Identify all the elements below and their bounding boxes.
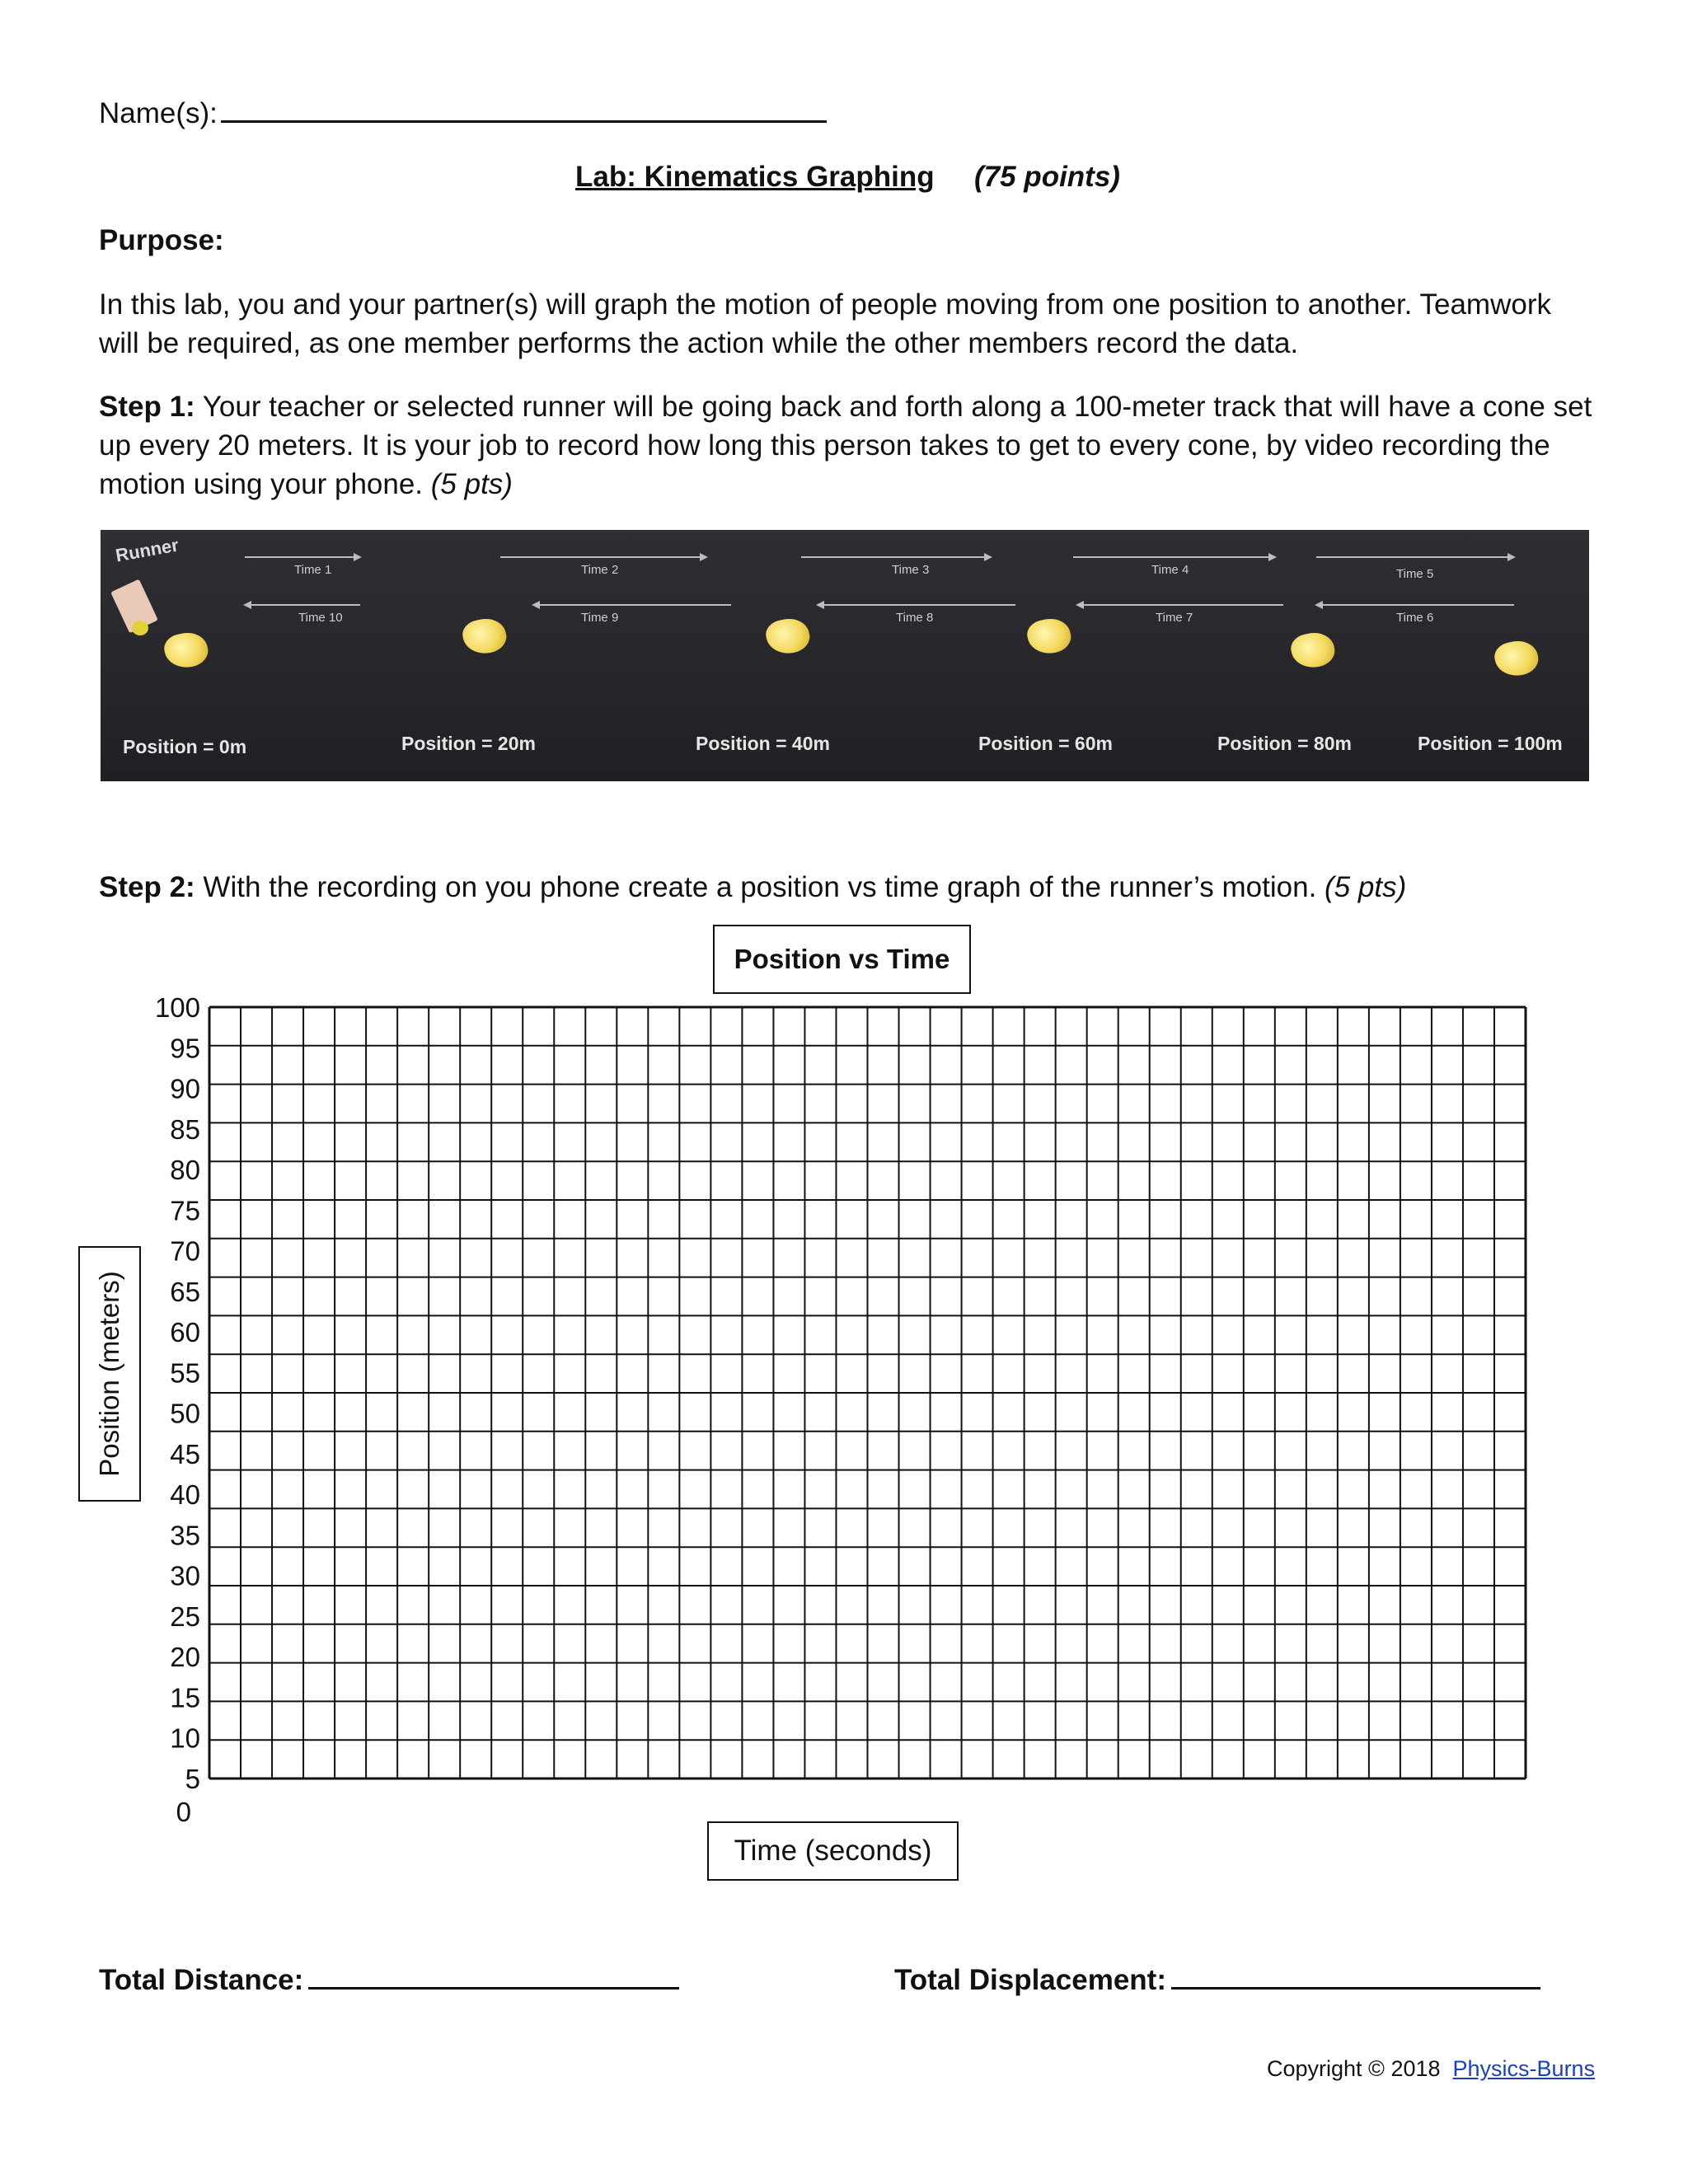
time-label: Time 4 xyxy=(1151,563,1189,577)
y-tick-label: 45 xyxy=(170,1438,200,1469)
purpose-heading: Purpose: xyxy=(99,224,224,256)
step1-label: Step 1: xyxy=(99,391,195,423)
step2-points: (5 pts) xyxy=(1325,871,1407,903)
y-tick-label: 75 xyxy=(170,1195,200,1226)
physics-burns-link[interactable]: Physics-Burns xyxy=(1452,2056,1596,2081)
time-label: Time 1 xyxy=(294,563,332,577)
position-label: Position = 40m xyxy=(696,733,830,754)
total-distance-blank[interactable] xyxy=(308,1964,679,1990)
y-tick-label: 5 xyxy=(185,1764,200,1794)
y-tick-label: 95 xyxy=(170,1033,200,1064)
step1-text: Your teacher or selected runner will be going back and forth along a 100-meter track that will have a cone set up every 20 meters. It is your job to record how long this person takes to get to every cone, by video recording the motion using your phone. xyxy=(99,391,1592,500)
y-tick-labels xyxy=(155,992,200,1827)
y-tick-label: 85 xyxy=(170,1113,200,1145)
y-tick-label: 80 xyxy=(170,1155,200,1186)
y-tick-label: 15 xyxy=(170,1682,200,1713)
step2-text: With the recording on you phone create a position vs time graph of the runner’s motion. xyxy=(195,871,1325,903)
copyright xyxy=(1267,2056,1595,2082)
position-label: Position = 0m xyxy=(123,736,247,757)
time-label: Time 7 xyxy=(1156,611,1193,625)
time-label: Time 6 xyxy=(1396,611,1434,625)
y-tick-label: 100 xyxy=(154,992,200,1023)
y-tick-label: 25 xyxy=(170,1601,200,1632)
y-tick-label: 40 xyxy=(170,1479,200,1511)
total-distance-field[interactable] xyxy=(99,1964,679,1997)
position-label: Position = 100m xyxy=(1418,733,1563,754)
total-distance-label: Total Distance: xyxy=(99,1964,304,1996)
x-axis-label: Time (seconds) xyxy=(707,1821,959,1881)
time-label: Time 10 xyxy=(298,611,343,625)
lab-title: Lab: Kinematics Graphing xyxy=(575,161,935,193)
y-tick-label: 60 xyxy=(170,1317,200,1348)
y-tick-label: 30 xyxy=(170,1560,200,1591)
y-tick-label: 20 xyxy=(170,1642,200,1673)
y-tick-label: 0 xyxy=(176,1797,191,1827)
y-tick-label: 10 xyxy=(170,1722,200,1754)
y-tick-label: 90 xyxy=(170,1073,200,1104)
step1-points: (5 pts) xyxy=(430,468,513,500)
y-tick-label: 50 xyxy=(170,1398,200,1429)
total-displacement-label: Total Displacement: xyxy=(894,1964,1166,1996)
position-label: Position = 60m xyxy=(978,733,1113,754)
y-axis-label: Position (meters) xyxy=(94,1271,124,1477)
position-label: Position = 20m xyxy=(401,733,536,754)
y-tick-label: 55 xyxy=(170,1357,200,1389)
chart-title: Position vs Time xyxy=(713,925,971,994)
runner-label: Runner xyxy=(114,534,181,566)
total-displacement-field[interactable] xyxy=(894,1964,1540,1997)
copyright-text: Copyright © 2018 xyxy=(1267,2056,1441,2081)
time-label: Time 9 xyxy=(581,611,619,625)
purpose-text: In this lab, you and your partner(s) will graph the motion of people moving from one position to another. Teamwork will be required, as one member performs the action while the other members record the data. xyxy=(99,288,1551,359)
step2-label: Step 2: xyxy=(99,871,195,903)
time-label: Time 2 xyxy=(581,563,619,577)
y-tick-label: 70 xyxy=(170,1235,200,1267)
time-label: Time 3 xyxy=(892,563,930,577)
name-label: Name(s): xyxy=(99,97,218,129)
lab-points: (75 points) xyxy=(974,161,1120,193)
y-tick-label: 35 xyxy=(170,1520,200,1551)
position-label: Position = 80m xyxy=(1217,733,1352,754)
time-label: Time 5 xyxy=(1396,567,1434,581)
grid-lines xyxy=(209,1007,1526,1779)
y-tick-label: 65 xyxy=(170,1276,200,1307)
time-label: Time 8 xyxy=(896,611,934,625)
total-displacement-blank[interactable] xyxy=(1171,1964,1540,1990)
